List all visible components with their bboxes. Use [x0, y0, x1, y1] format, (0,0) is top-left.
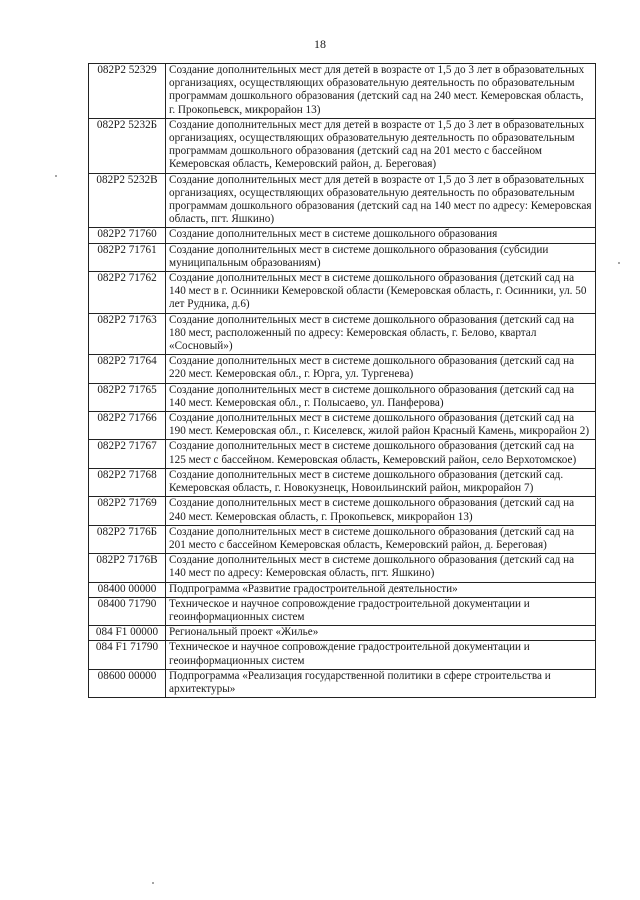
row-description: Региональный проект «Жилье» — [166, 626, 596, 641]
table-row — [89, 468, 596, 496]
row-description: Создание дополнительных мест для детей в возрасте от 1,5 до 3 лет в образовательных организациях, осуществляющих образовательную деятельность по образовательным программам дошкольного образования (детский сад на 240 мест. Кемеровская область, г. Прокопьевск, микрорайон 13) — [166, 64, 596, 119]
scan-speck — [618, 262, 620, 264]
row-description: Техническое и научное сопровождение градостроительной документации и геоинформационных систем — [166, 641, 596, 669]
scan-speck — [55, 175, 57, 177]
row-description: Создание дополнительных мест в системе дошкольного образования (детский сад на 190 мест. Кемеровская обл., г. Киселевск, жилой район Красный Камень, микрорайон 2) — [166, 412, 596, 440]
row-description: Создание дополнительных мест в системе дошкольного образования (детский сад на 201 место с бассейном Кемеровская область, Кемеровский район, д. Береговая) — [166, 525, 596, 553]
row-description: Подпрограмма «Развитие градостроительной деятельности» — [166, 582, 596, 597]
table-row — [89, 243, 596, 271]
scan-speck — [152, 882, 154, 884]
row-description: Создание дополнительных мест в системе дошкольного образования (детский сад на 220 мест. Кемеровская обл., г. Юрга, ул. Тургенева) — [166, 355, 596, 383]
table-row — [89, 118, 596, 173]
row-description: Подпрограмма «Реализация государственной политики в сфере строительства и архитектуры» — [166, 669, 596, 697]
row-code: 08400 71790 — [89, 597, 166, 625]
table-row — [89, 554, 596, 582]
row-code: 084 F1 71790 — [89, 641, 166, 669]
row-code: 08400 00000 — [89, 582, 166, 597]
row-code: 082P2 71764 — [89, 355, 166, 383]
table-row — [89, 313, 596, 355]
row-code: 082P2 52329 — [89, 64, 166, 119]
table-row — [89, 597, 596, 625]
row-description: Создание дополнительных мест в системе дошкольного образования (детский сад на 140 мест. Кемеровская обл., г. Полысаево, ул. Панферова) — [166, 383, 596, 411]
table-row — [89, 582, 596, 597]
row-description: Создание дополнительных мест в системе дошкольного образования (детский сад на 140 мест в г. Осинники Кемеровской области (Кемеровская область, г. Осинники, ул. 50 лет Рудника, д.6) — [166, 272, 596, 314]
row-code: 08600 00000 — [89, 669, 166, 697]
row-code: 082P2 7176Б — [89, 525, 166, 553]
table-row — [89, 173, 596, 228]
row-code: 082P2 71760 — [89, 228, 166, 243]
table-row — [89, 525, 596, 553]
table-row — [89, 626, 596, 641]
row-description: Создание дополнительных мест для детей в возрасте от 1,5 до 3 лет в образовательных организациях, осуществляющих образовательную деятельность по образовательным программам дошкольного образования (детский сад на 140 мест по адресу: Кемеровская область, пгт. Яшкино) — [166, 173, 596, 228]
table-row — [89, 669, 596, 697]
table-row — [89, 440, 596, 468]
row-code: 082P2 71762 — [89, 272, 166, 314]
row-code: 082P2 7176В — [89, 554, 166, 582]
row-description: Создание дополнительных мест в системе дошкольного образования — [166, 228, 596, 243]
row-code: 082P2 71763 — [89, 313, 166, 355]
page-number: 18 — [314, 37, 326, 51]
row-description: Создание дополнительных мест для детей в возрасте от 1,5 до 3 лет в образовательных организациях, осуществляющих образовательную деятельность по образовательным программам дошкольного образования (детский сад на 201 место с бассейном Кемеровская область, Кемеровский район, д. Береговая) — [166, 118, 596, 173]
budget-classification-table — [88, 63, 596, 698]
row-description: Создание дополнительных мест в системе дошкольного образования (детский сад на 180 мест, расположенный по адресу: Кемеровская область, г. Белово, квартал «Сосновый») — [166, 313, 596, 355]
row-code: 084 F1 00000 — [89, 626, 166, 641]
row-description: Создание дополнительных мест в системе дошкольного образования (детский сад. Кемеровская область, г. Новокузнецк, Новоильинский район, микрорайон 7) — [166, 468, 596, 496]
row-description: Техническое и научное сопровождение градостроительной документации и геоинформационных систем — [166, 597, 596, 625]
row-description: Создание дополнительных мест в системе дошкольного образования (субсидии муниципальным образованиям) — [166, 243, 596, 271]
row-description: Создание дополнительных мест в системе дошкольного образования (детский сад на 125 мест с бассейном. Кемеровская область, Кемеровский район, село Верхотомское) — [166, 440, 596, 468]
row-code: 082P2 5232В — [89, 173, 166, 228]
row-code: 082P2 71768 — [89, 468, 166, 496]
row-description: Создание дополнительных мест в системе дошкольного образования (детский сад на 140 мест по адресу: Кемеровская область, пгт. Яшкино) — [166, 554, 596, 582]
table-row — [89, 412, 596, 440]
row-code: 082P2 5232Б — [89, 118, 166, 173]
table-row — [89, 228, 596, 243]
table-row — [89, 497, 596, 525]
table-row — [89, 641, 596, 669]
table-row — [89, 64, 596, 119]
row-code: 082P2 71761 — [89, 243, 166, 271]
table-row — [89, 272, 596, 314]
row-code: 082P2 71769 — [89, 497, 166, 525]
table-row — [89, 355, 596, 383]
row-code: 082P2 71767 — [89, 440, 166, 468]
row-code: 082P2 71765 — [89, 383, 166, 411]
row-description: Создание дополнительных мест в системе дошкольного образования (детский сад на 240 мест. Кемеровская область, г. Прокопьевск, микрорайон 13) — [166, 497, 596, 525]
row-code: 082P2 71766 — [89, 412, 166, 440]
table-row — [89, 383, 596, 411]
